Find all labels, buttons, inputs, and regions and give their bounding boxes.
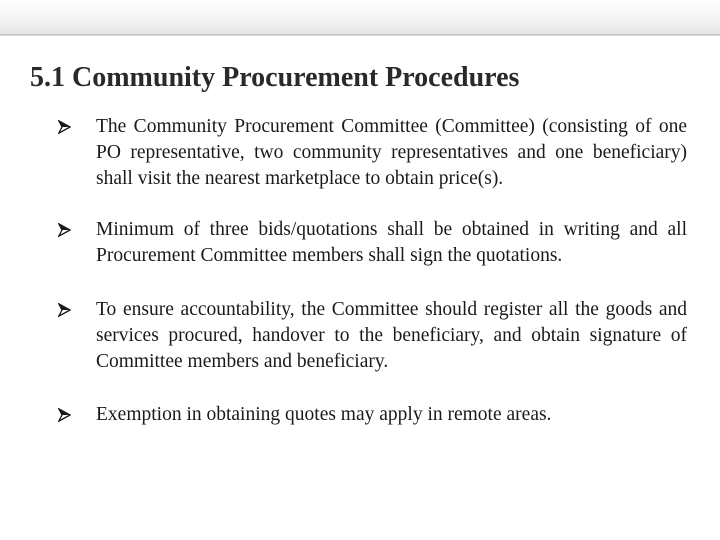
bullet-text: To ensure accountability, the Committee should register all the goods and services procured, handover to the beneficiary, and obtain signature of Committee members and beneficiary. [96, 299, 687, 372]
arrowhead-bullet-icon [58, 114, 72, 140]
bullet-text: The Community Procurement Committee (Committee) (consisting of one PO representative, two community representatives and one beneficiary) shall visit the nearest marketplace to obtain price(s). [96, 116, 687, 189]
bullet-text: Minimum of three bids/quotations shall be obtained in writing and all Procurement Committee members shall sign the quotations. [96, 219, 687, 266]
arrowhead-bullet-icon [58, 297, 72, 323]
arrowhead-bullet-icon [58, 217, 72, 243]
bullet-text: Exemption in obtaining quotes may apply in remote areas. [96, 404, 552, 425]
arrowhead-bullet-icon [58, 402, 72, 428]
slide-title: 5.1 Community Procurement Procedures [30, 62, 520, 93]
